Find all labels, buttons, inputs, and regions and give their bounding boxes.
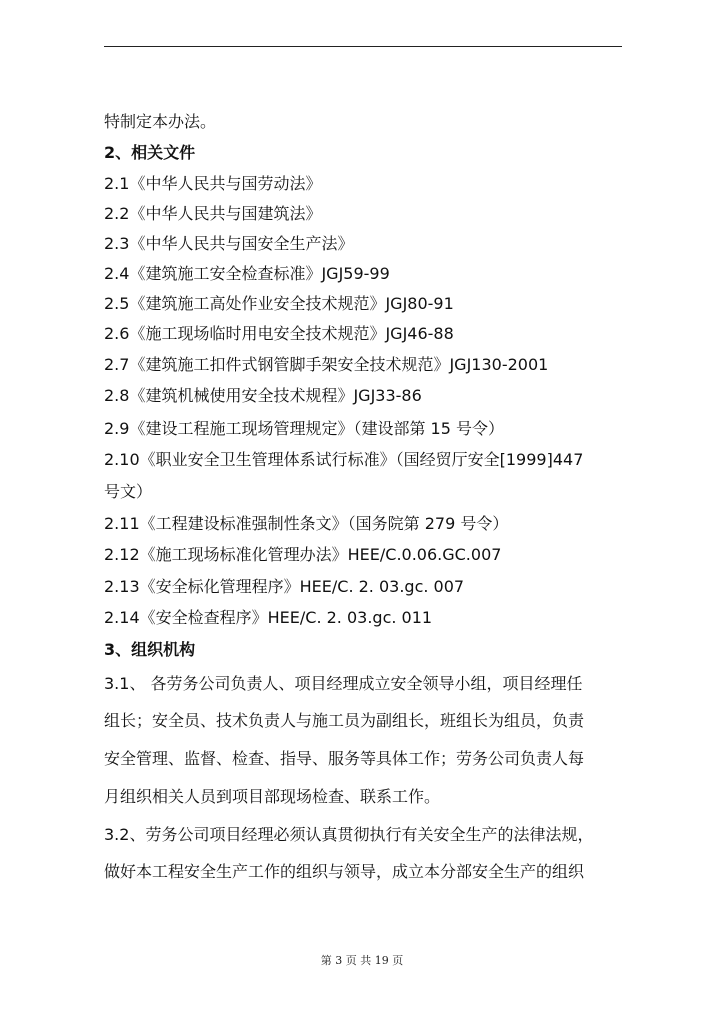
- text-line: 特制定本办法。: [104, 112, 217, 131]
- paragraph-line: 组长；安全员、技术负责人与施工员为副组长，班组长为组员，负责: [104, 711, 585, 730]
- list-item-continuation: 号文）: [104, 482, 153, 501]
- list-item: 2.10《职业安全卫生管理体系试行标准》（国经贸厅安全[1999]447: [104, 450, 584, 469]
- page-number: 第 3 页 共 19 页: [320, 954, 404, 967]
- section-heading-organization: 3、组织机构: [104, 640, 196, 659]
- paragraph-line: 3.2、劳务公司项目经理必须认真贯彻执行有关安全生产的法律法规，: [104, 825, 594, 844]
- list-item: 2.8《建筑机械使用安全技术规程》JGJ33-86: [104, 386, 422, 405]
- list-item: 2.2《中华人民共与国建筑法》: [104, 204, 322, 223]
- paragraph-line: 3.1、 各劳务公司负责人、项目经理成立安全领导小组，项目经理任: [104, 674, 583, 693]
- paragraph-line: 月组织相关人员到项目部现场检查、联系工作。: [104, 787, 441, 806]
- header-rule: [104, 46, 622, 47]
- list-item: 2.9《建设工程施工现场管理规定》（建设部第 15 号令）: [104, 419, 504, 438]
- list-item: 2.5《建筑施工高处作业安全技术规范》JGJ80-91: [104, 294, 454, 313]
- paragraph-line: 安全管理、监督、检查、指导、服务等具体工作；劳务公司负责人每: [104, 749, 585, 768]
- list-item: 2.11《工程建设标准强制性条文》（国务院第 279 号令）: [104, 514, 509, 533]
- paragraph-line: 做好本工程安全生产工作的组织与领导，成立本分部安全生产的组织: [104, 862, 585, 881]
- list-item: 2.1《中华人民共与国劳动法》: [104, 174, 322, 193]
- list-item: 2.4《建筑施工安全检查标准》JGJ59-99: [104, 264, 390, 283]
- list-item: 2.3《中华人民共与国安全生产法》: [104, 234, 354, 253]
- list-item: 2.6《施工现场临时用电安全技术规范》JGJ46-88: [104, 324, 454, 343]
- list-item: 2.14《安全检查程序》HEE/C. 2. 03.gc. 011: [104, 608, 433, 627]
- list-item: 2.13《安全标化管理程序》HEE/C. 2. 03.gc. 007: [104, 577, 465, 596]
- list-item: 2.7《建筑施工扣件式钢管脚手架安全技术规范》JGJ130-2001: [104, 355, 549, 374]
- section-heading-related-docs: 2、相关文件: [104, 143, 196, 162]
- list-item: 2.12《施工现场标准化管理办法》HEE/C.0.06.GC.007: [104, 545, 502, 564]
